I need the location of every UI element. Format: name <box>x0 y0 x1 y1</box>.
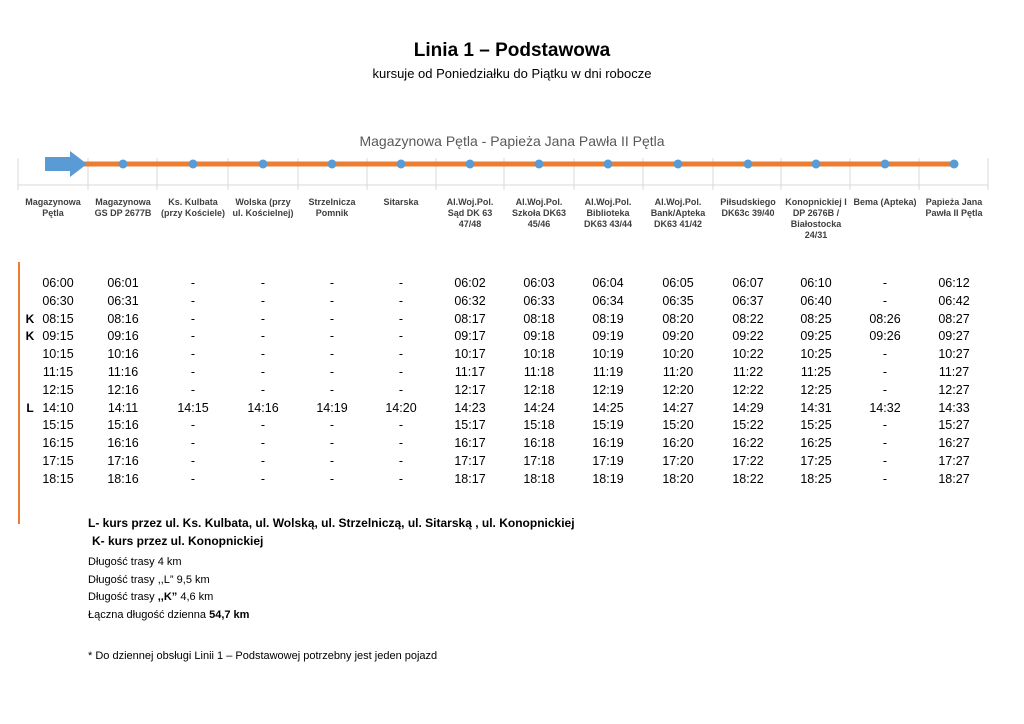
stop-name <box>504 197 574 230</box>
time-cell: 06:07 <box>732 276 764 290</box>
time-cell: 18:15 <box>42 471 74 486</box>
stop-name-line: Al.Woj.Pol. <box>584 197 632 207</box>
time-cell: 06:32 <box>454 293 486 308</box>
stop-name-line: Al.Woj.Pol. <box>654 197 702 207</box>
time-cell: - <box>260 436 266 451</box>
route-diagram <box>0 0 1024 200</box>
time-cell: 11:16 <box>107 365 139 379</box>
time-cell: - <box>260 418 266 433</box>
time-cell: 14:11 <box>107 400 139 415</box>
stop-name <box>573 197 643 230</box>
time-cell: - <box>398 276 404 290</box>
stop-name-line: Szkoła DK63 <box>511 208 567 218</box>
stop-name-line: DP 2676B / <box>792 208 840 218</box>
time-cell: - <box>329 436 335 451</box>
page-title: Linia 1 – Podstawowa <box>413 40 611 61</box>
daily-length-line <box>88 609 249 621</box>
length-k-value: 4,6 km <box>177 591 214 603</box>
time-cell: - <box>882 471 888 486</box>
stop-name-line: Al.Woj.Pol. <box>515 197 563 207</box>
time-cell: 08:27 <box>938 311 970 326</box>
time-cell: 15:22 <box>732 418 764 433</box>
time-cell: - <box>190 418 196 433</box>
daily-length-label: Łączna długość dzienna <box>88 609 210 621</box>
time-cell: - <box>260 347 266 362</box>
time-cell: 16:15 <box>42 436 74 451</box>
time-cell: 09:17 <box>454 329 486 344</box>
time-cell: 10:22 <box>732 347 764 362</box>
time-cell: - <box>882 293 888 308</box>
time-cell: - <box>260 276 266 290</box>
timetable-row <box>0 276 1024 293</box>
time-cell: 17:25 <box>800 454 832 468</box>
time-cell: 09:20 <box>662 329 694 344</box>
stop-name-line: (przy Kościele) <box>160 208 226 218</box>
footnote: * Do dziennej obsługi Linii 1 – Podstawowej potrzebny jest jeden pojazd <box>88 650 438 662</box>
time-cell: - <box>190 436 196 451</box>
time-cell: - <box>260 293 266 308</box>
course-flag: K <box>25 329 35 344</box>
length-l-label: Długość trasy ,,L” <box>88 574 174 586</box>
time-cell: 06:42 <box>938 293 970 308</box>
time-cell: 10:25 <box>800 347 832 362</box>
stop-name <box>158 197 228 219</box>
daily-length-value: 54,7 km <box>209 609 250 621</box>
stop-name-line: Wolska (przy <box>235 197 291 207</box>
time-cell: - <box>260 365 266 379</box>
timetable-row <box>0 418 1024 435</box>
time-cell: 12:17 <box>454 382 486 397</box>
time-cell: 16:25 <box>800 436 832 451</box>
time-cell: 12:18 <box>523 382 555 397</box>
time-cell: 06:00 <box>42 276 74 290</box>
stop-name-line: DK63c 39/40 <box>721 208 775 218</box>
time-cell: - <box>329 293 335 308</box>
stop-name-line: Biblioteka <box>586 208 630 218</box>
stop-dot <box>881 160 890 169</box>
stop-dot <box>604 160 613 169</box>
time-cell: - <box>260 382 266 397</box>
time-cell: - <box>398 365 404 379</box>
time-cell: - <box>260 471 266 486</box>
time-cell: 10:18 <box>523 347 555 362</box>
time-cell: 17:17 <box>454 454 486 468</box>
stop-name-line: ul. Kościelnej) <box>232 208 294 218</box>
stop-dot <box>950 160 959 169</box>
time-cell: 18:25 <box>800 471 832 486</box>
time-cell: 14:31 <box>800 400 832 415</box>
time-cell: 09:26 <box>869 329 901 344</box>
timetable-row <box>0 347 1024 364</box>
stop-name-line: Sitarska <box>383 197 419 207</box>
stop-name <box>297 197 367 219</box>
time-cell: - <box>882 454 888 468</box>
time-cell: 06:33 <box>523 293 555 308</box>
stop-dot <box>397 160 406 169</box>
time-cell: - <box>260 311 266 326</box>
time-cell: 08:18 <box>523 311 555 326</box>
time-cell: - <box>398 418 404 433</box>
time-cell: 06:03 <box>523 276 555 290</box>
stop-name <box>435 197 505 230</box>
length-k-flag: ,,K” <box>157 591 178 603</box>
time-cell: 09:15 <box>42 329 74 344</box>
time-cell: 09:16 <box>107 329 139 344</box>
time-cell: - <box>329 311 335 326</box>
time-cell: 10:15 <box>42 347 74 362</box>
stop-name-line: Piłsudskiego <box>720 197 776 207</box>
stop-name-line: Papieża Jana <box>925 197 983 207</box>
time-cell: 15:19 <box>592 418 624 433</box>
time-cell: 16:27 <box>938 436 970 451</box>
time-cell: 18:20 <box>662 471 694 486</box>
length-k-label: Długość trasy <box>88 591 158 603</box>
time-cell: - <box>882 436 888 451</box>
stop-name <box>781 197 851 241</box>
course-flag: L <box>26 400 34 415</box>
time-cell: 16:17 <box>454 436 486 451</box>
time-cell: 14:27 <box>662 400 694 415</box>
stop-name <box>228 197 298 219</box>
time-cell: 10:27 <box>938 347 970 362</box>
time-cell: 17:16 <box>107 454 139 468</box>
time-cell: 06:12 <box>938 276 970 290</box>
time-cell: 10:20 <box>662 347 694 362</box>
stop-name-line: Ks. Kulbata <box>168 197 218 207</box>
k-note: K- kurs przez ul. Konopnickiej <box>92 534 264 548</box>
length-k-line <box>88 591 213 603</box>
route-title: Magazynowa Pętla - Papieża Jana Pawła II Pętla <box>359 133 665 149</box>
time-cell: 11:18 <box>523 365 555 379</box>
time-cell: 09:19 <box>592 329 624 344</box>
timetable-row <box>0 401 1024 418</box>
time-cell: - <box>329 276 335 290</box>
time-cell: 14:25 <box>592 400 624 415</box>
time-cell: 08:26 <box>869 311 901 326</box>
timetable-row <box>0 472 1024 489</box>
stop-dot <box>812 160 821 169</box>
time-cell: 06:40 <box>800 293 832 308</box>
length-l-value: 9,5 km <box>173 574 210 586</box>
stop-name-line: Al.Woj.Pol. <box>446 197 494 207</box>
time-cell: - <box>329 347 335 362</box>
length-line <box>88 556 182 568</box>
time-cell: - <box>190 293 196 308</box>
stop-name-line: Sąd DK 63 <box>447 208 493 218</box>
time-cell: 17:15 <box>42 454 74 468</box>
stop-name <box>18 197 88 219</box>
time-cell: - <box>190 382 196 397</box>
time-cell: - <box>882 418 888 433</box>
stop-name <box>366 197 436 208</box>
timetable-row <box>0 312 1024 329</box>
time-cell: 06:02 <box>454 276 486 290</box>
stop-dot <box>119 160 128 169</box>
time-cell: 11:19 <box>592 365 624 379</box>
time-cell: 16:19 <box>592 436 624 451</box>
time-cell: 15:27 <box>938 418 970 433</box>
time-cell: 14:16 <box>247 400 279 415</box>
time-cell: 06:34 <box>592 293 624 308</box>
time-cell: 09:22 <box>732 329 764 344</box>
time-cell: 14:23 <box>454 400 486 415</box>
time-cell: 14:24 <box>523 400 555 415</box>
time-cell: 06:35 <box>662 293 694 308</box>
time-cell: 11:17 <box>454 365 486 379</box>
stop-name-line: 45/46 <box>527 219 551 229</box>
time-cell: - <box>329 454 335 468</box>
page-subtitle: kursuje od Poniedziałku do Piątku w dni robocze <box>372 66 652 81</box>
stop-dot <box>189 160 198 169</box>
time-cell: 08:16 <box>107 311 139 326</box>
time-cell: 10:17 <box>454 347 486 362</box>
stop-name <box>713 197 783 219</box>
time-cell: 16:18 <box>523 436 555 451</box>
stop-name-line: Magazynowa <box>95 197 151 207</box>
timetable-row <box>0 383 1024 400</box>
time-cell: 10:19 <box>592 347 624 362</box>
time-cell: 11:25 <box>800 365 832 379</box>
time-cell: - <box>398 436 404 451</box>
time-cell: 17:22 <box>732 454 764 468</box>
stop-name-line: Konopnickiej I <box>785 197 847 207</box>
time-cell: 11:27 <box>938 365 970 379</box>
time-cell: 06:30 <box>42 293 74 308</box>
time-cell: 08:19 <box>592 311 624 326</box>
time-cell: - <box>190 329 196 344</box>
time-cell: 16:20 <box>662 436 694 451</box>
time-cell: 08:17 <box>454 311 486 326</box>
time-cell: - <box>190 365 196 379</box>
time-cell: 06:37 <box>732 293 764 308</box>
timetable-row <box>0 365 1024 382</box>
stop-name <box>850 197 920 208</box>
stop-name-line: 24/31 <box>804 230 828 240</box>
stop-name-line: Magazynowa <box>25 197 81 207</box>
time-cell: 14:10 <box>42 400 74 415</box>
time-cell: 08:25 <box>800 311 832 326</box>
time-cell: - <box>260 329 266 344</box>
timetable-row <box>0 436 1024 453</box>
time-cell: 12:16 <box>107 382 139 397</box>
length-value: 4 km <box>157 556 182 568</box>
time-cell: 12:22 <box>732 382 764 397</box>
time-cell: 18:16 <box>107 471 139 486</box>
stop-dot <box>535 160 544 169</box>
length-label: Długość trasy <box>88 556 158 568</box>
stop-name-line: DK63 41/42 <box>653 219 703 229</box>
time-cell: 09:25 <box>800 329 832 344</box>
time-cell: 16:22 <box>732 436 764 451</box>
stop-name-line: 47/48 <box>458 219 482 229</box>
time-cell: 06:05 <box>662 276 694 290</box>
time-cell: 08:15 <box>42 311 74 326</box>
time-cell: 11:15 <box>42 365 74 379</box>
time-cell: 12:15 <box>42 382 74 397</box>
time-cell: 14:20 <box>385 400 417 415</box>
time-cell: - <box>190 471 196 486</box>
timetable-row <box>0 329 1024 346</box>
time-cell: 15:17 <box>454 418 486 433</box>
time-cell: 18:22 <box>732 471 764 486</box>
time-cell: 14:29 <box>732 400 764 415</box>
stop-dot <box>328 160 337 169</box>
stop-dot <box>259 160 268 169</box>
time-cell: 17:19 <box>592 454 624 468</box>
time-cell: 17:18 <box>523 454 555 468</box>
stop-dot <box>466 160 475 169</box>
time-cell: 09:18 <box>523 329 555 344</box>
direction-arrow-icon <box>45 151 87 177</box>
stop-dot <box>744 160 753 169</box>
time-cell: - <box>190 454 196 468</box>
time-cell: - <box>190 347 196 362</box>
time-cell: 14:19 <box>316 400 348 415</box>
time-cell: 12:27 <box>938 382 970 397</box>
stop-name-line: DK63 43/44 <box>583 219 633 229</box>
stop-name-line: Pomnik <box>315 208 349 218</box>
time-cell: 10:16 <box>107 347 139 362</box>
time-cell: 06:31 <box>107 293 139 308</box>
time-cell: 18:27 <box>938 471 970 486</box>
timetable-row <box>0 294 1024 311</box>
stop-dot <box>674 160 683 169</box>
time-cell: - <box>260 454 266 468</box>
time-cell: - <box>190 276 196 290</box>
stop-name-line: Białostocka <box>790 219 842 229</box>
time-cell: 15:25 <box>800 418 832 433</box>
time-cell: 18:18 <box>523 471 555 486</box>
stop-name <box>643 197 713 230</box>
time-cell: 06:01 <box>107 276 139 290</box>
stop-name-line: Bank/Apteka <box>650 208 706 218</box>
time-cell: 11:20 <box>662 365 694 379</box>
stop-name-line: Bema (Apteka) <box>853 197 917 207</box>
stop-name-line: Pętla <box>42 208 64 218</box>
time-cell: - <box>882 365 888 379</box>
time-cell: 09:27 <box>938 329 970 344</box>
time-cell: - <box>882 382 888 397</box>
stop-name-line: Strzelnicza <box>308 197 356 207</box>
time-cell: 18:17 <box>454 471 486 486</box>
time-cell: - <box>398 329 404 344</box>
stop-name-line: Pawła II Pętla <box>925 208 983 218</box>
time-cell: 15:15 <box>42 418 74 433</box>
time-cell: - <box>398 471 404 486</box>
time-cell: 12:20 <box>662 382 694 397</box>
l-note: L- kurs przez ul. Ks. Kulbata, ul. Wolską, ul. Strzelniczą, ul. Sitarską , ul. Konopnickiej <box>88 516 575 530</box>
time-cell: 14:33 <box>938 400 970 415</box>
time-cell: 08:22 <box>732 311 764 326</box>
time-cell: - <box>398 382 404 397</box>
course-flag: K <box>25 311 35 326</box>
time-cell: - <box>190 311 196 326</box>
stop-name <box>919 197 989 219</box>
timetable-row <box>0 454 1024 471</box>
time-cell: 14:32 <box>869 400 901 415</box>
time-cell: 06:04 <box>592 276 624 290</box>
time-cell: 14:15 <box>177 400 209 415</box>
time-cell: - <box>398 347 404 362</box>
stop-name-line: GS DP 2677B <box>94 208 152 218</box>
time-cell: - <box>329 329 335 344</box>
time-cell: - <box>329 471 335 486</box>
time-cell: - <box>398 293 404 308</box>
time-cell: 08:20 <box>662 311 694 326</box>
time-cell: 11:22 <box>732 365 764 379</box>
time-cell: 18:19 <box>592 471 624 486</box>
time-cell: 15:16 <box>107 418 139 433</box>
time-cell: 12:19 <box>592 382 624 397</box>
time-cell: 12:25 <box>800 382 832 397</box>
time-cell: 15:18 <box>523 418 555 433</box>
time-cell: - <box>882 276 888 290</box>
time-cell: 16:16 <box>107 436 139 451</box>
time-cell: - <box>882 347 888 362</box>
time-cell: 06:10 <box>800 276 832 290</box>
time-cell: - <box>398 454 404 468</box>
time-cell: - <box>329 418 335 433</box>
time-cell: - <box>329 365 335 379</box>
stop-name <box>88 197 158 219</box>
time-cell: 17:20 <box>662 454 694 468</box>
time-cell: 15:20 <box>662 418 694 433</box>
length-l-line <box>88 574 210 586</box>
time-cell: 17:27 <box>938 454 970 468</box>
time-cell: - <box>329 382 335 397</box>
time-cell: - <box>398 311 404 326</box>
